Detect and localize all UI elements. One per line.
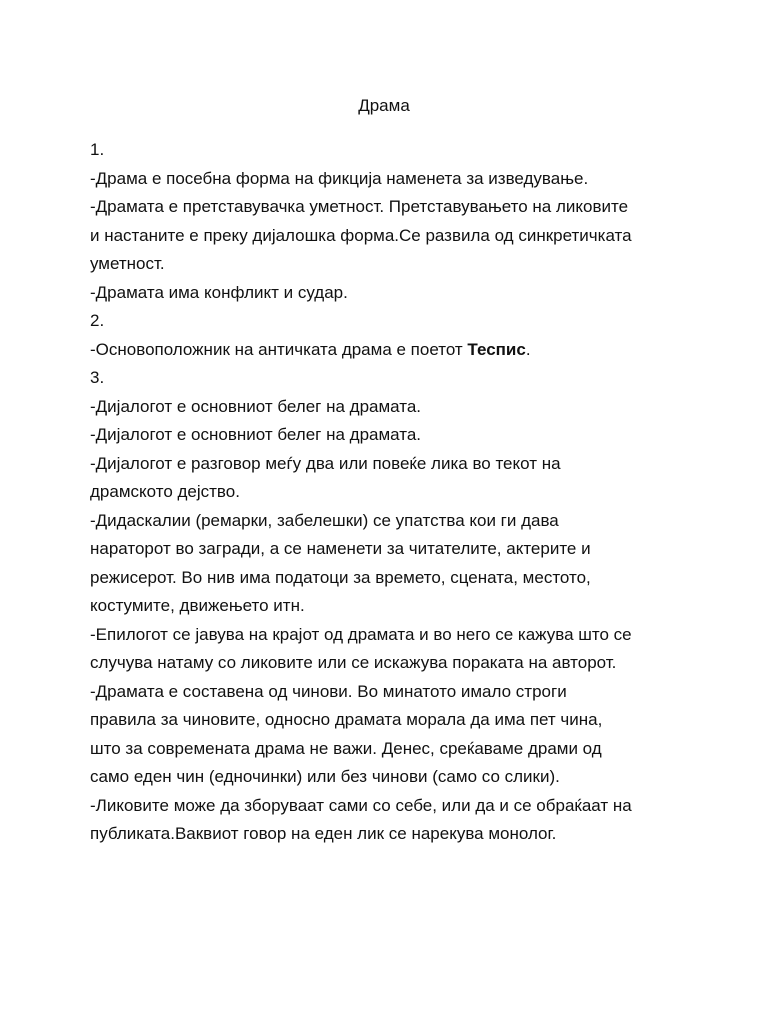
text-line: 1. — [90, 140, 105, 159]
text-line: публиката.Ваквиот говор на еден лик се нарекува монолог. — [90, 824, 557, 843]
text-line: драмското дејство. — [90, 482, 240, 501]
text-line: -Дидаскалии (ремарки, забелешки) се упатства кои ги дава — [90, 510, 559, 530]
text-line: -Драма е посебна форма на фикција наменета за изведување. — [90, 168, 589, 188]
text-line: случува натаму со ликовите или се искажува пораката на авторот. — [90, 653, 617, 672]
document-body — [90, 136, 730, 849]
text-line: 2. — [90, 311, 105, 330]
text-line: -Епилогот се јавува на крајот од драмата и во него се кажува што се — [90, 624, 632, 644]
text-line: -Ликовите може да зборуваат сами со себе, или да и се обраќаат на — [90, 795, 632, 815]
text-line-with-bold — [90, 336, 730, 365]
text-line: костумите, движењето итн. — [90, 596, 305, 615]
text-line: режисерот. Во нив има податоци за времето, сцената, местото, — [90, 567, 591, 587]
line-text-after-bold: . — [525, 339, 531, 359]
text-line: што за современата драма не важи. Денес, среќаваме драми од — [90, 738, 602, 758]
text-line: -Драмата е составена од чинови. Во минатото имало строги — [90, 681, 567, 701]
text-line: правила за чиновите, односно драмата морала да има пет чина, — [90, 710, 603, 729]
document-title: Драма — [358, 96, 410, 115]
line-text-before-bold: -Основоположник на античката драма е поетот — [90, 339, 468, 359]
text-line: и настаните е преку дијалошка форма.Се развила од синкретичката — [90, 225, 632, 245]
text-line: 3. — [90, 368, 105, 387]
text-line: -Дијалогот е основниот белег на драмата. — [90, 396, 422, 416]
text-line: -Дијалогот е разговор меѓу два или повеќе лика во текот на — [90, 453, 561, 473]
bold-name: Теспис — [467, 339, 526, 359]
text-line: уметност. — [90, 254, 165, 273]
text-line: -Драмата има конфликт и судар. — [90, 282, 348, 302]
text-line: -Драмата е претставувачка уметност. Претставувањето на ликовите — [90, 197, 629, 216]
text-line: нараторот во загради, а се наменети за читателите, актерите и — [90, 539, 591, 558]
text-line: само еден чин (едночинки) или без чинови (само со слики). — [90, 767, 560, 786]
text-line: -Дијалогот е основниот белег на драмата. — [90, 425, 422, 444]
